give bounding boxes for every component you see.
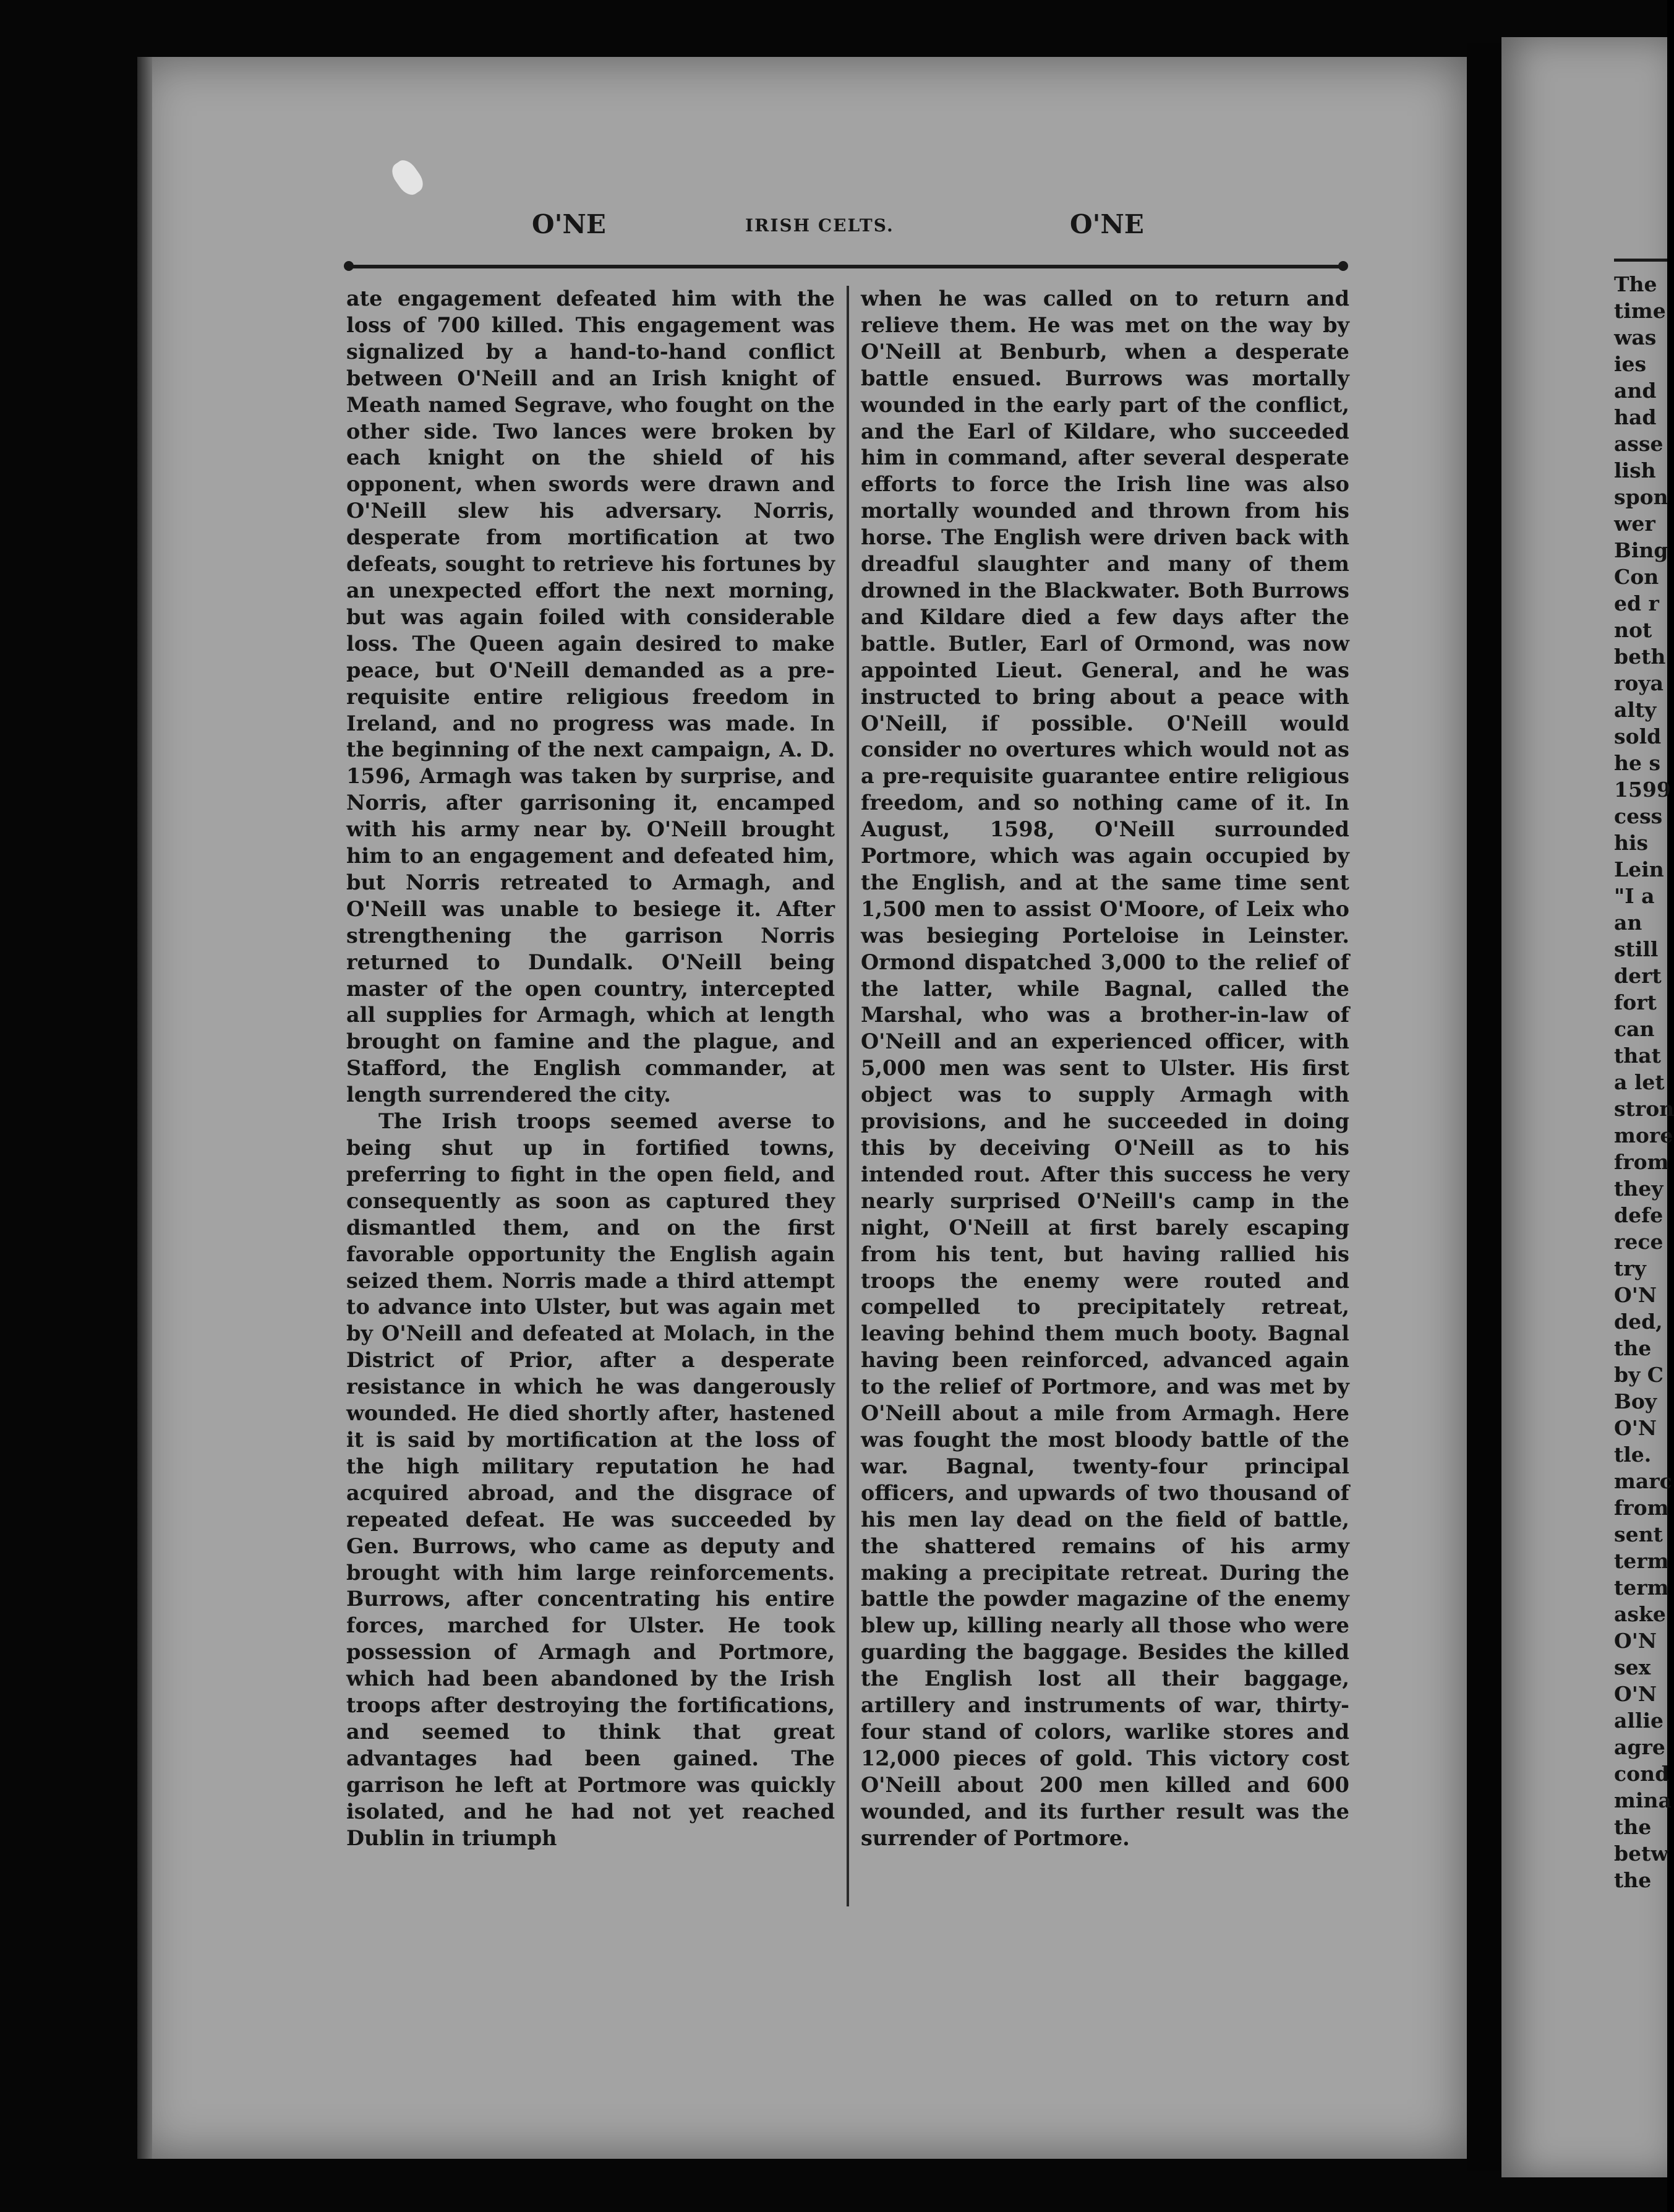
- facing-page-line-fragment: cess: [1614, 804, 1663, 828]
- text-column-left: [346, 286, 835, 1851]
- facing-page-line-fragment: an: [1614, 911, 1642, 935]
- facing-page-line-fragment: alty: [1614, 698, 1657, 722]
- facing-page-line-fragment: a let: [1614, 1070, 1665, 1094]
- book-gutter: [1467, 43, 1501, 2171]
- facing-page-line-fragment: time: [1614, 299, 1666, 323]
- facing-page-line-fragment: "I a: [1614, 884, 1655, 908]
- header-right-guideword: O'NE: [1070, 209, 1144, 239]
- facing-page-line-fragment: fort: [1614, 990, 1657, 1014]
- facing-page-line-fragment: betw: [1614, 1841, 1668, 1866]
- header-rule: [348, 265, 1344, 268]
- paragraph: when he was called on to return and relieve them. He was met on the way by O'Neill at Benburb, when a desperate battle ensued. Burrows was mortally wounded in the early part of the conflict, and the Earl of Kildare, who succeeded him in command, after several desperate efforts to force the Irish line was also mortally wounded and thrown from his horse. The English were driven back with dreadful slaughter and many of them drowned in the Blackwater. Both Burrows and Kildare died a few days after the battle. Butler, Earl of Ormond, was now appointed Lieut. General, and he was instructed to bring about a peace with O'Neill, if possible. O'Neill would consider no overtures which would not as a pre-requisite guarantee entire religious freedom, and so nothing came of it. In August, 1598, O'Neill surrounded Portmore, which was again occupied by the English, and at the same time sent 1,500 men to assist O'Moore, of Leix who was besieging Porteloise in Leinster. Ormond dispatched 3,000 to the relief of the latter, while Bagnal, called the Marshal, who was a brother-in-law of O'Neill and an experienced officer, with 5,000 men was sent to Ulster. His first object was to supply Armagh with provisions, and he succeeded in doing this by deceiving O'Neill as to his intended rout. After this success he very nearly surprised O'Neill's camp in the night, O'Neill at first barely escaping from his tent, but having rallied his troops the enemy were routed and compelled to precipitately retreat, leaving behind them much booty. Bagnal having been reinforced, advanced again to the relief of Portmore, and was met by O'Neill about a mile from Armagh. Here was fought the most bloody battle of the war. Bagnal, twenty-four principal officers, and upwards of two thousand of his men lay dead on the field of battle, the shattered remains of his army making a precipitate retreat. During the battle the powder magazine of the enemy blew up, killing nearly all those who were guarding the baggage. Besides the killed the English lost all their baggage, artillery and instruments of war, thirty-four stand of colors, warlike stores and 12,000 pieces of gold. This victory cost O'Neill about 200 men killed and 600 wounded, and its further result was the surrender of Portmore.: [861, 286, 1349, 1850]
- facing-page-line-fragment: O'N: [1614, 1416, 1657, 1440]
- facing-page-line-fragment: lish: [1614, 458, 1656, 482]
- facing-page-line-fragment: that: [1614, 1044, 1661, 1068]
- facing-page-line-fragment: from: [1614, 1150, 1669, 1174]
- facing-page-line-fragment: sent: [1614, 1522, 1663, 1546]
- facing-page-line-fragment: allie: [1614, 1708, 1663, 1733]
- facing-page-line-fragment: spon: [1614, 485, 1668, 509]
- facing-page-line-fragment: agre: [1614, 1735, 1665, 1759]
- facing-page-line-fragment: Boy: [1614, 1389, 1657, 1413]
- facing-page-line-fragment: tle.: [1614, 1443, 1652, 1467]
- facing-page-line-fragment: try: [1614, 1256, 1646, 1280]
- header-rule-left-end: [344, 261, 354, 271]
- facing-page-line-fragment: mina: [1614, 1788, 1672, 1812]
- facing-page-line-fragment: rece: [1614, 1230, 1663, 1254]
- facing-page-line-fragment: can: [1614, 1017, 1655, 1041]
- facing-page-line-fragment: term: [1614, 1575, 1669, 1600]
- facing-page-line-fragment: Con: [1614, 565, 1659, 589]
- facing-page-line-fragment: defe: [1614, 1203, 1663, 1227]
- facing-page-line-fragment: aske: [1614, 1602, 1666, 1626]
- facing-page-line-fragment: wer: [1614, 512, 1655, 536]
- page-edge: [137, 57, 152, 2159]
- facing-page-line-fragment: the: [1614, 1336, 1652, 1360]
- facing-page-text-fragments: [1614, 271, 1674, 1893]
- facing-page-line-fragment: his: [1614, 831, 1649, 855]
- facing-page-line-fragment: not: [1614, 618, 1652, 642]
- facing-page-line-fragment: Bing: [1614, 538, 1668, 562]
- facing-page-line-fragment: ies: [1614, 352, 1647, 376]
- facing-page-line-fragment: more: [1614, 1123, 1673, 1147]
- facing-page-line-fragment: Lein: [1614, 857, 1664, 881]
- facing-page-line-fragment: ed r: [1614, 591, 1659, 615]
- facing-page-line-fragment: beth: [1614, 645, 1666, 669]
- header-book-title: IRISH CELTS.: [745, 215, 894, 236]
- facing-page-line-fragment: they: [1614, 1177, 1663, 1201]
- facing-page-line-fragment: sex: [1614, 1655, 1651, 1679]
- facing-page-line-fragment: was: [1614, 325, 1657, 349]
- header-left-guideword: O'NE: [532, 209, 606, 239]
- facing-page-line-fragment: the: [1614, 1815, 1652, 1839]
- text-column-right: [861, 286, 1349, 1851]
- facing-page-line-fragment: term: [1614, 1549, 1669, 1573]
- facing-page-line-fragment: and: [1614, 379, 1657, 403]
- header-rule-right-end: [1338, 261, 1348, 271]
- facing-page-line-fragment: still: [1614, 937, 1659, 961]
- running-header: [346, 209, 1348, 252]
- paragraph: ate engagement defeated him with the loss of 700 killed. This engagement was signalized by a hand-to-hand conflict between O'Neill and an Irish knight of Meath named Segrave, who fought on the other side. Two lances were broken by each knight on the shield of his opponent, when swords were drawn and O'Neill slew his adversary. Norris, desperate from mortification at two defeats, sought to retrieve his fortunes by an unexpected effort the next morning, but was again foiled with considerable loss. The Queen again desired to make peace, but O'Neill demanded as a pre-requisite entire religious freedom in Ireland, and no progress was made. In the beginning of the next campaign, A. D. 1596, Armagh was taken by surprise, and Norris, after garrisoning it, encamped with his army near by. O'Neill brought him to an engagement and defeated him, but Norris retreated to Armagh, and O'Neill was unable to besiege it. After strengthening the garrison Norris returned to Dundalk. O'Neill being master of the open country, intercepted all supplies for Armagh, which at length brought on famine and the plague, and Stafford, the English commander, at length surrendered the city.: [346, 286, 835, 1107]
- facing-page-line-fragment: The: [1614, 272, 1657, 296]
- facing-page-line-fragment: asse: [1614, 432, 1663, 456]
- facing-page-line-fragment: sold: [1614, 724, 1662, 748]
- facing-page-line-fragment: ded,: [1614, 1310, 1663, 1334]
- facing-page-line-fragment: marc: [1614, 1469, 1672, 1493]
- facing-page-line-fragment: O'N: [1614, 1283, 1657, 1307]
- facing-page-rule: [1614, 259, 1667, 262]
- facing-page-line-fragment: from: [1614, 1496, 1669, 1520]
- facing-page-line-fragment: dert: [1614, 964, 1662, 988]
- facing-page-line-fragment: roya: [1614, 671, 1663, 695]
- facing-page-line-fragment: 1599: [1614, 778, 1671, 802]
- facing-page-line-fragment: he s: [1614, 751, 1661, 775]
- facing-page-line-fragment: O'N: [1614, 1629, 1657, 1653]
- facing-page-line-fragment: stron: [1614, 1097, 1674, 1121]
- facing-page-line-fragment: O'N: [1614, 1682, 1657, 1706]
- facing-page-line-fragment: cond: [1614, 1762, 1670, 1786]
- facing-page-line-fragment: had: [1614, 405, 1657, 429]
- facing-page-line-fragment: the: [1614, 1868, 1652, 1892]
- facing-page-line-fragment: by C: [1614, 1363, 1664, 1387]
- paragraph: The Irish troops seemed averse to being shut up in fortified towns, preferring to fight in the open field, and consequently as soon as captured they dismantled them, and on the first favorable opportunity the English again seized them. Norris made a third attempt to advance into Ulster, but was again met by O'Neill and defeated at Molach, in the District of Prior, after a desperate resistance in which he was dangerously wounded. He died shortly after, hastened it is said by mortification at the loss of the high military reputation he had acquired abroad, and the disgrace of repeated defeat. He was succeeded by Gen. Burrows, who came as deputy and brought with him large reinforcements. Burrows, after concentrating his entire forces, marched for Ulster. He took possession of Armagh and Portmore, which had been abandoned by the Irish troops after destroying the fortifications, and seemed to think that great advantages had been gained. The garrison he left at Portmore was quickly isolated, and he had not yet reached Dublin in triumph: [346, 1109, 835, 1850]
- column-divider: [847, 286, 849, 1906]
